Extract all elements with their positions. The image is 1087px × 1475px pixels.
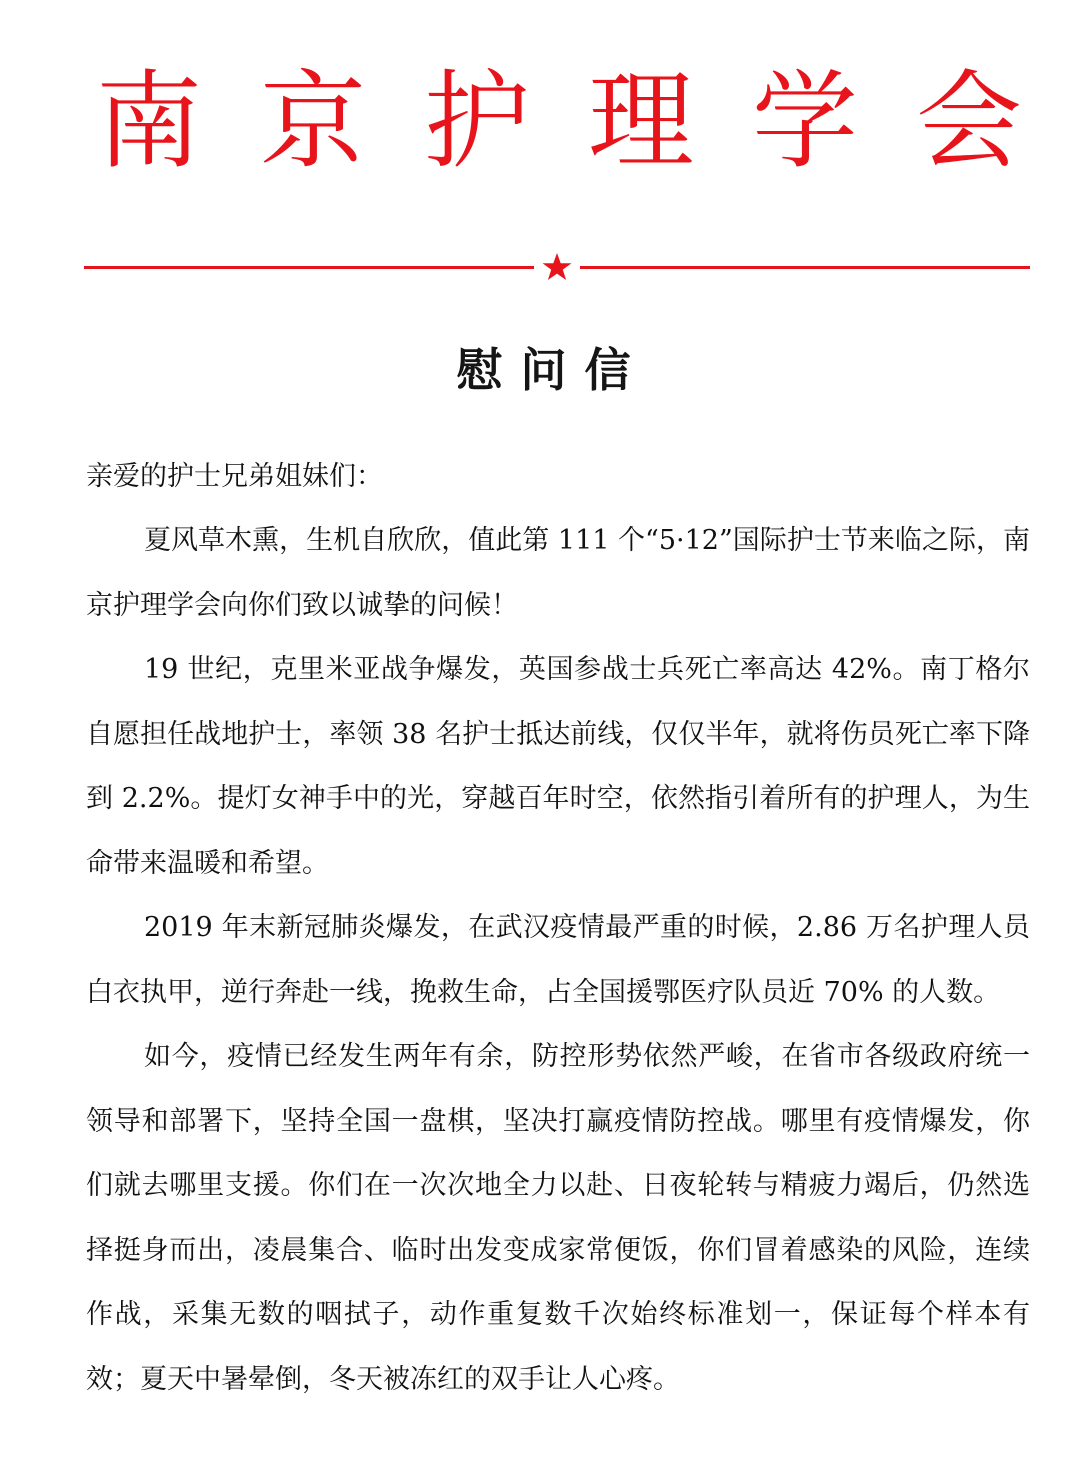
- letterhead-divider-right: [580, 266, 1030, 269]
- letter-paragraph: 夏风草木熏，生机自欣欣，值此第 111 个“5·12”国际护士节来临之际，南京护理学会向你们致以诚挚的问候！: [86, 525, 1030, 621]
- letter-body: [86, 445, 1030, 1412]
- letter-paragraph: 19 世纪，克里米亚战争爆发，英国参战士兵死亡率高达 42%。南丁格尔自愿担任战地护士，率领 38 名护士抵达前线，仅仅半年，就将伤员死亡率下降到 2.2%。提灯女神手中的光，穿越百年时空，依然指引着所有的护理人，为生命带来温暖和希望。: [86, 654, 1030, 879]
- letterhead-char: 学: [752, 60, 858, 183]
- letter-paragraph: 如今，疫情已经发生两年有余，防控形势依然严峻，在省市各级政府统一领导和部署下，坚持全国一盘棋，坚决打赢疫情防控战。哪里有疫情爆发，你们就去哪里支援。你们在一次次地全力以赴、日夜轮转与精疲力竭后，仍然选择挺身而出，凌晨集合、临时出发变成家常便饭，你们冒着感染的风险，连续作战，采集无数的咽拭子，动作重复数千次始终标准划一，保证每个样本有效；夏天中暑晕倒，冬天被冻红的双手让人心疼。: [86, 1041, 1030, 1395]
- letter-title: 慰问信: [456, 343, 649, 397]
- letterhead-char: 理: [588, 60, 694, 183]
- letterhead-char: 南: [96, 60, 202, 183]
- letterhead-char: 会: [916, 60, 1022, 183]
- letterhead-organization-name: [0, 62, 1087, 182]
- star-icon: [541, 252, 573, 282]
- letterhead-divider-left: [84, 266, 534, 269]
- letterhead-char: 护: [424, 60, 530, 183]
- letter-paragraph: 2019 年末新冠肺炎爆发，在武汉疫情最严重的时候，2.86 万名护理人员白衣执甲，逆行奔赴一线，挽救生命，占全国援鄂医疗队员近 70% 的人数。: [86, 912, 1030, 1008]
- letterhead-char: 京: [260, 60, 366, 183]
- letter-salutation: 亲爱的护士兄弟姐妹们：: [86, 461, 383, 492]
